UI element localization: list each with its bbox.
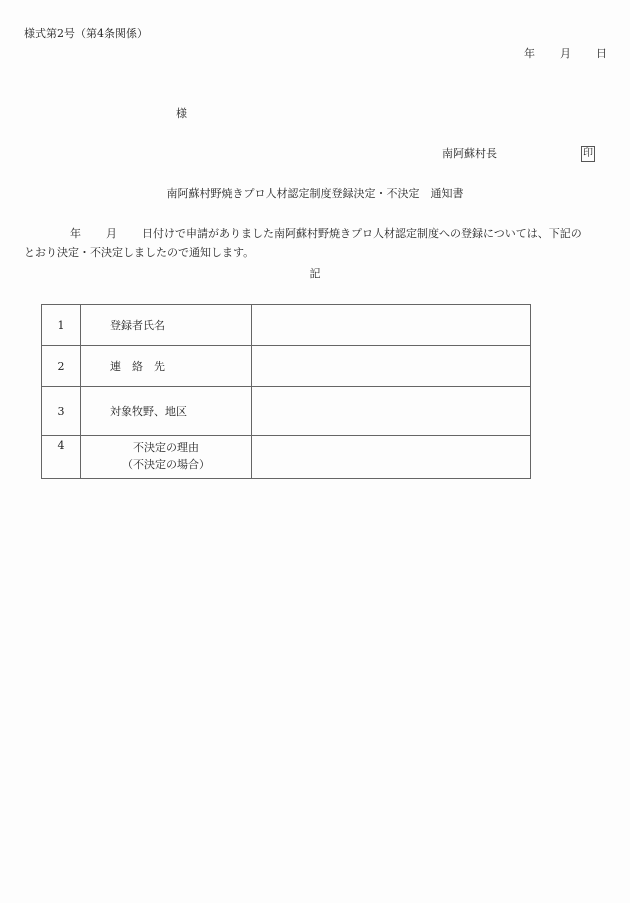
contact-field[interactable]	[252, 346, 531, 387]
table-row	[42, 346, 531, 387]
row-number: 3	[42, 387, 81, 436]
date-line	[524, 47, 607, 61]
row-number: 4	[42, 436, 81, 479]
form-number: 様式第2号（第4条関係）	[24, 27, 148, 40]
addressee-suffix: 様	[176, 107, 187, 120]
issuer-name: 南阿蘇村長	[442, 147, 497, 160]
body-year: 年	[70, 227, 81, 240]
registrant-name-field[interactable]	[252, 305, 531, 346]
row-label: 対象牧野、地区	[81, 387, 252, 436]
date-year: 年	[524, 47, 535, 60]
table-row	[42, 305, 531, 346]
row-label-main: 不決定の理由	[133, 441, 199, 454]
body-month: 月	[106, 227, 117, 240]
date-day: 日	[596, 47, 607, 60]
row-label-sub: （不決定の場合）	[122, 458, 210, 471]
row-label	[81, 436, 252, 479]
rejection-reason-field[interactable]	[252, 436, 531, 479]
row-label: 登録者氏名	[81, 305, 252, 346]
body-line-1	[24, 227, 582, 241]
table-row	[42, 387, 531, 436]
target-pasture-field[interactable]	[252, 387, 531, 436]
row-number: 1	[42, 305, 81, 346]
ki-heading: 記	[309, 267, 321, 280]
document-title: 南阿蘇村野焼きプロ人材認定制度登録決定・不決定 通知書	[166, 187, 464, 200]
seal-mark-icon: 印	[581, 146, 595, 162]
table-row	[42, 436, 531, 479]
registration-table	[41, 304, 531, 479]
row-label: 連 絡 先	[81, 346, 252, 387]
date-month: 月	[560, 47, 571, 60]
body-line-2: とおり決定・不決定しましたので通知します。	[24, 246, 255, 259]
row-number: 2	[42, 346, 81, 387]
body-text-1: 日付けで申請がありました南阿蘇村野焼きプロ人材認定制度への登録については、下記の	[142, 227, 582, 240]
